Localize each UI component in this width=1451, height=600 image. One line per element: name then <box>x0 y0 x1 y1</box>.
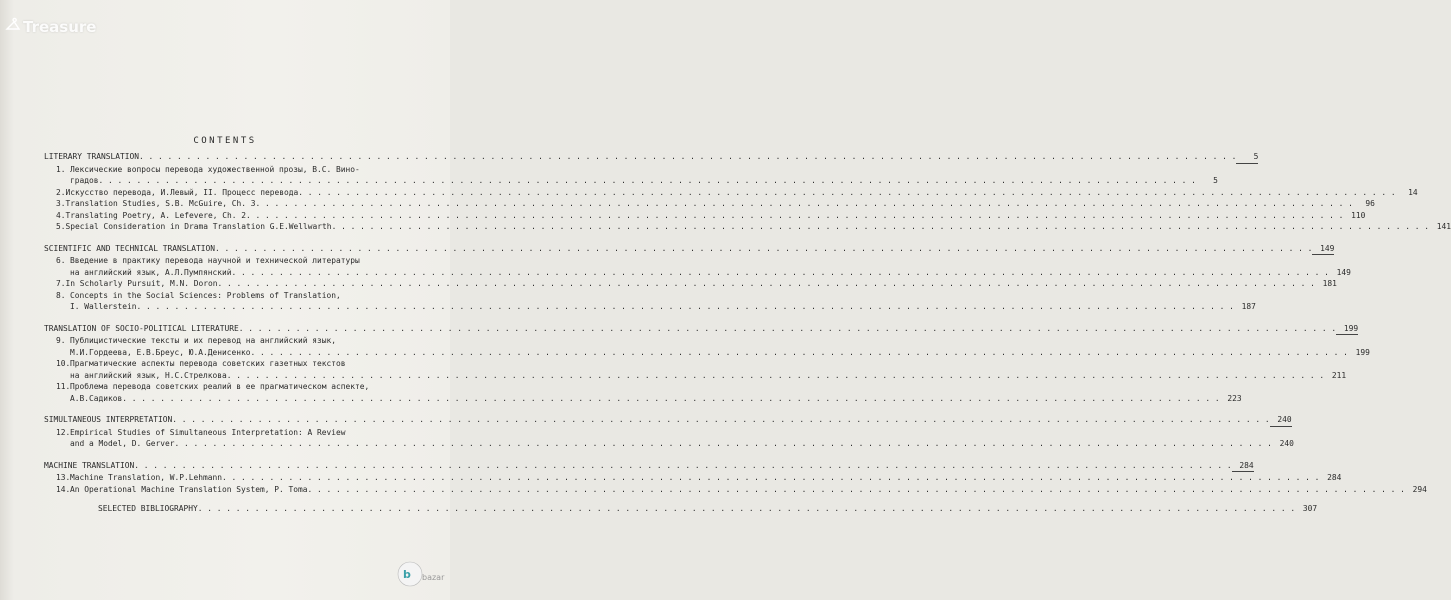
toc-entry[interactable] <box>56 484 1427 496</box>
dot-leader <box>175 438 1272 450</box>
entry-line <box>56 393 1242 405</box>
dot-leader <box>232 267 1329 279</box>
entry-line <box>56 164 404 176</box>
section-page: 149 <box>1312 243 1334 256</box>
entry-title: Machine Translation, W.P.Lehmann <box>70 473 223 482</box>
section-gap <box>44 495 404 501</box>
entry-line <box>56 187 1418 199</box>
entry-number: 2. <box>56 187 66 197</box>
entry-line <box>56 484 1427 496</box>
entry-line <box>56 370 1347 382</box>
entry-number: 4. <box>56 210 66 220</box>
toc-entry[interactable] <box>56 427 1294 450</box>
dot-leader <box>256 198 1353 210</box>
entry-line <box>56 438 1294 450</box>
section-heading <box>44 243 1335 256</box>
section-heading <box>44 323 1359 336</box>
entry-line <box>56 198 1375 210</box>
entry-line <box>56 381 404 393</box>
entry-number: 13. <box>56 473 71 482</box>
section-page: 199 <box>1336 323 1358 336</box>
entry-line <box>56 175 1218 187</box>
entry-number: 11. <box>56 382 71 391</box>
entry-page: 223 <box>1227 393 1242 403</box>
dot-leader <box>122 393 1219 405</box>
entry-number: 10. <box>56 359 71 368</box>
entry-page: 284 <box>1327 473 1342 482</box>
section-title: LITERARY TRANSLATION <box>44 152 140 161</box>
dot-leader <box>332 221 1429 233</box>
hanger-icon <box>6 19 20 35</box>
entry-title: Искусство перевода, И.Левый, II. Процесс перевода <box>65 187 299 197</box>
toc-entry[interactable] <box>56 164 1218 187</box>
entry-title: Special Consideration in Drama Translation G.E.Wellwarth <box>65 222 332 231</box>
entry-title-cont: I. Wallerstein <box>70 302 137 311</box>
dot-leader <box>227 370 1324 382</box>
entry-number: 6. <box>56 256 66 265</box>
entry-title-cont: на английский язык, А.Л.Пумпянский <box>70 267 232 277</box>
svg-text:b: b <box>403 568 411 581</box>
bibliography-title: SELECTED BIBLIOGRAPHY <box>98 504 198 513</box>
contents-title: CONTENTS <box>193 136 257 146</box>
entry-line <box>56 290 404 302</box>
toc-entry[interactable] <box>56 198 1375 210</box>
entry-number: 9. <box>56 336 66 345</box>
section-title: SCIENTIFIC AND TECHNICAL TRANSLATION <box>44 243 216 253</box>
dot-leader <box>218 278 1315 290</box>
entry-line <box>56 358 404 370</box>
toc-entry[interactable] <box>56 255 1351 278</box>
entry-title-cont: А.В.Садиков <box>70 393 123 403</box>
dot-leader <box>298 187 1395 199</box>
dot-leader <box>308 484 1405 496</box>
dot-leader <box>99 175 1196 187</box>
watermark-text: Treasure <box>23 18 97 36</box>
entry-line <box>56 427 404 439</box>
entry-page: 181 <box>1322 279 1337 288</box>
entry-title: Translation Studies, S.B. McGuire, Ch. 3 <box>65 199 256 208</box>
dot-leader <box>215 243 1312 256</box>
section-heading <box>44 151 1259 164</box>
entry-title-cont: на английский язык, Н.С.Стрелкова <box>70 370 227 380</box>
entry-title-cont: градов <box>70 176 99 185</box>
toc-entry[interactable] <box>56 472 1342 484</box>
dot-leader <box>134 460 1231 473</box>
entry-page: 187 <box>1241 302 1256 311</box>
entry-page: 14 <box>1408 187 1418 197</box>
entry-title: Translating Poetry, A. Lefevere, Ch. 2 <box>65 210 247 220</box>
entry-title: Публицистические тексты и их перевод на английский язык, <box>70 336 337 345</box>
entry-title: Concepts in the Social Sciences: Problems of Translation, <box>70 290 341 300</box>
section-gap <box>44 233 404 239</box>
entry-number: 14. <box>56 484 71 494</box>
entry-title-cont: and a Model, D. Gerver <box>70 439 175 448</box>
entry-page: 110 <box>1351 210 1366 220</box>
entry-line <box>56 221 1451 233</box>
entry-number: 1. <box>56 164 66 174</box>
entry-page: 294 <box>1412 484 1427 494</box>
logo-text: bazar <box>422 573 445 582</box>
entry-number: 5. <box>56 222 66 231</box>
toc-entry[interactable] <box>56 210 1366 222</box>
bibliography-page: 307 <box>1302 504 1318 513</box>
entry-title: Проблема перевода советских реалий в ее прагматическом аспекте, <box>70 382 370 391</box>
entry-number: 7. <box>56 279 66 288</box>
toc-entry[interactable] <box>56 358 1347 381</box>
entry-number: 8. <box>56 290 66 300</box>
dot-leader <box>137 301 1234 313</box>
entry-page: 96 <box>1365 199 1375 208</box>
bibliography-entry[interactable] <box>98 503 1318 515</box>
entry-line <box>56 278 1337 290</box>
entry-line <box>56 255 404 267</box>
dot-leader <box>222 472 1319 484</box>
entry-page: 141 <box>1436 222 1451 231</box>
entry-number: 12. <box>56 427 71 437</box>
entry-number: 3. <box>56 199 66 208</box>
watermark <box>6 18 96 36</box>
entry-page: 5 <box>1213 176 1218 185</box>
bazar-logo <box>396 560 445 590</box>
entry-title: Введение в практику перевода научной и технической литературы <box>70 256 360 265</box>
entry-page: 240 <box>1279 439 1294 448</box>
section-title: SIMULTANEOUS INTERPRETATION <box>44 415 173 424</box>
entry-line <box>56 267 1351 279</box>
section-page: 284 <box>1232 460 1254 473</box>
entry-title: Empirical Studies of Simultaneous Interpretation: A Review <box>70 427 346 437</box>
entry-page: 211 <box>1331 370 1347 380</box>
entry-title: In Scholarly Pursuit, M.N. Doron <box>65 279 218 288</box>
section-gap <box>44 313 404 319</box>
dot-leader <box>139 151 1236 164</box>
entry-page: 199 <box>1355 347 1370 357</box>
toc-entry[interactable] <box>56 278 1337 290</box>
toc-entry[interactable] <box>56 221 1451 233</box>
section-heading <box>44 414 1292 427</box>
dot-leader <box>251 347 1348 359</box>
entry-line <box>56 210 1366 222</box>
entry-title: Прагматические аспекты перевода советских газетных текстов <box>70 359 346 368</box>
section-gap <box>44 404 404 410</box>
section-title: MACHINE TRANSLATION <box>44 460 135 470</box>
dot-leader <box>246 210 1343 222</box>
toc-entry[interactable] <box>56 335 1370 358</box>
toc-entry[interactable] <box>56 187 1418 199</box>
entry-line <box>56 335 404 347</box>
entry-title: An Operational Machine Translation System, P. Toma <box>70 484 308 494</box>
entry-title-cont: М.И.Гордеева, Е.В.Бреус, Ю.А.Денисенко <box>70 347 251 357</box>
entry-line <box>56 472 1342 484</box>
entry-title: Лексические вопросы перевода художественной прозы, В.С. Вино- <box>70 164 360 174</box>
dot-leader <box>172 414 1269 427</box>
toc-entry[interactable] <box>56 290 1256 313</box>
toc-entry[interactable] <box>56 381 1242 404</box>
section-heading <box>44 460 1254 473</box>
dot-leader <box>239 323 1336 336</box>
entry-page: 149 <box>1336 267 1351 277</box>
entry-line <box>56 347 1370 359</box>
section-page: 5 <box>1236 151 1258 164</box>
section-page: 240 <box>1270 414 1292 427</box>
section-gap <box>44 450 404 456</box>
section-title: TRANSLATION OF SOCIO-POLITICAL LITERATURE <box>44 323 239 333</box>
entry-line <box>56 301 1256 313</box>
table-of-contents <box>44 151 1451 515</box>
dot-leader <box>198 503 1295 515</box>
